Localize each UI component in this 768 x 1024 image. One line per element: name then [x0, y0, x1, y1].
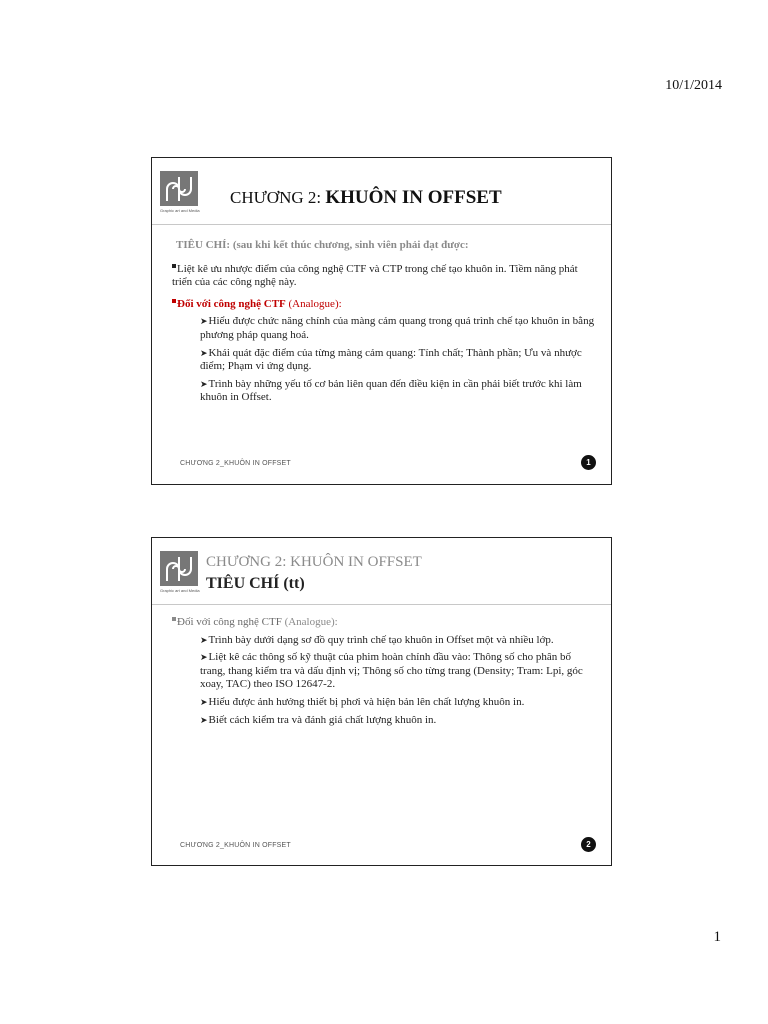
slide-body	[168, 616, 597, 731]
slide-1	[151, 157, 612, 485]
arrowhead-bullet-icon: ➤	[200, 714, 208, 725]
intro-bullet	[172, 263, 597, 290]
section-head-text: Đối với công nghệ CTF	[177, 297, 286, 310]
square-bullet-icon	[172, 264, 176, 268]
criteria-list	[200, 315, 597, 405]
section-paren: (Analogue):	[285, 297, 342, 310]
slide-2	[151, 537, 612, 866]
square-bullet-icon	[172, 617, 176, 621]
slide-header	[152, 158, 611, 225]
title-prefix: CHƯƠNG 2:	[230, 188, 326, 207]
criteria-list	[200, 634, 597, 728]
page-number: 1	[713, 929, 721, 945]
intro-bullet-text: Liệt kê ưu nhược điểm của công nghệ CTF và CTP trong chế tạo khuôn in. Tiềm năng phát triển của các công nghệ này.	[172, 262, 578, 289]
logo-caption: Graphic art and Media	[160, 208, 200, 213]
list-item	[200, 651, 597, 692]
arrowhead-bullet-icon: ➤	[200, 347, 208, 358]
list-item-text: Hiểu được chức năng chính của màng cảm quang trong quá trình chế tạo khuôn in bằng phương pháp quang hoá.	[200, 315, 595, 341]
slide-number-badge: 1	[581, 455, 596, 470]
title-main: KHUÔN IN OFFSET	[325, 187, 502, 208]
list-item-text: Liệt kê các thông số kỹ thuật của phim hoàn chỉnh đầu vào: Thông số cho phân bố trang, thang kiểm tra và dấu định vị; Thông số cho từng trang (Density; Tram: Lpi, góc xoay, TAC) theo ISO 12647-2.	[200, 651, 583, 691]
title-main: KHUÔN IN OFFSET	[290, 554, 422, 570]
slide-header	[152, 538, 611, 605]
list-item-text: Trình bày những yếu tố cơ bản liên quan đến điều kiện in cần phải biết trước khi làm khuôn in Offset.	[200, 377, 582, 404]
list-item	[200, 714, 597, 728]
gam-logo-icon	[160, 551, 198, 586]
section-paren: (Analogue):	[281, 616, 338, 628]
title-prefix: CHƯƠNG 2:	[206, 554, 291, 570]
logo	[160, 551, 198, 593]
section-heading	[172, 616, 597, 630]
list-item	[200, 347, 597, 374]
square-bullet-icon	[172, 299, 176, 303]
list-item-text: Khái quát đặc điểm của từng màng cảm quang: Tính chất; Thành phần; Ưu và nhược điểm; Phạm vi ứng dụng.	[200, 346, 582, 373]
list-item	[200, 634, 597, 648]
logo-caption: Graphic art and Media	[160, 588, 200, 593]
gam-logo-icon	[160, 171, 198, 206]
list-item-text: Hiểu được ảnh hưởng thiết bị phơi và hiện bản lên chất lượng khuôn in.	[208, 695, 525, 708]
slide-title	[230, 187, 502, 209]
slide-subtitle: TIÊU CHÍ (tt)	[206, 575, 305, 592]
list-item	[200, 696, 597, 710]
list-item-text: Trình bày dưới dạng sơ đồ quy trình chế tạo khuôn in Offset một và nhiều lớp.	[208, 633, 554, 646]
list-item-text: Biết cách kiểm tra và đánh giá chất lượng khuôn in.	[208, 713, 437, 726]
section-head-text: Đối với công nghệ CTF	[177, 616, 282, 628]
arrowhead-bullet-icon: ➤	[200, 378, 208, 389]
list-item	[200, 378, 597, 405]
slide-footer: CHƯƠNG 2_KHUÔN IN OFFSET	[180, 842, 291, 849]
slide-footer: CHƯƠNG 2_KHUÔN IN OFFSET	[180, 460, 291, 467]
list-item	[200, 315, 597, 342]
page-date: 10/1/2014	[665, 78, 722, 93]
arrowhead-bullet-icon: ➤	[200, 652, 208, 663]
criteria-title: TIÊU CHÍ: (sau khi kết thúc chương, sinh viên phải đạt được:	[176, 239, 469, 251]
slide-body	[168, 239, 597, 409]
arrowhead-bullet-icon: ➤	[200, 696, 208, 707]
section-heading	[172, 298, 597, 312]
arrowhead-bullet-icon: ➤	[200, 634, 208, 645]
arrowhead-bullet-icon: ➤	[200, 316, 208, 327]
logo	[160, 171, 198, 213]
slide-title	[206, 554, 422, 571]
slide-number-badge: 2	[581, 837, 596, 852]
